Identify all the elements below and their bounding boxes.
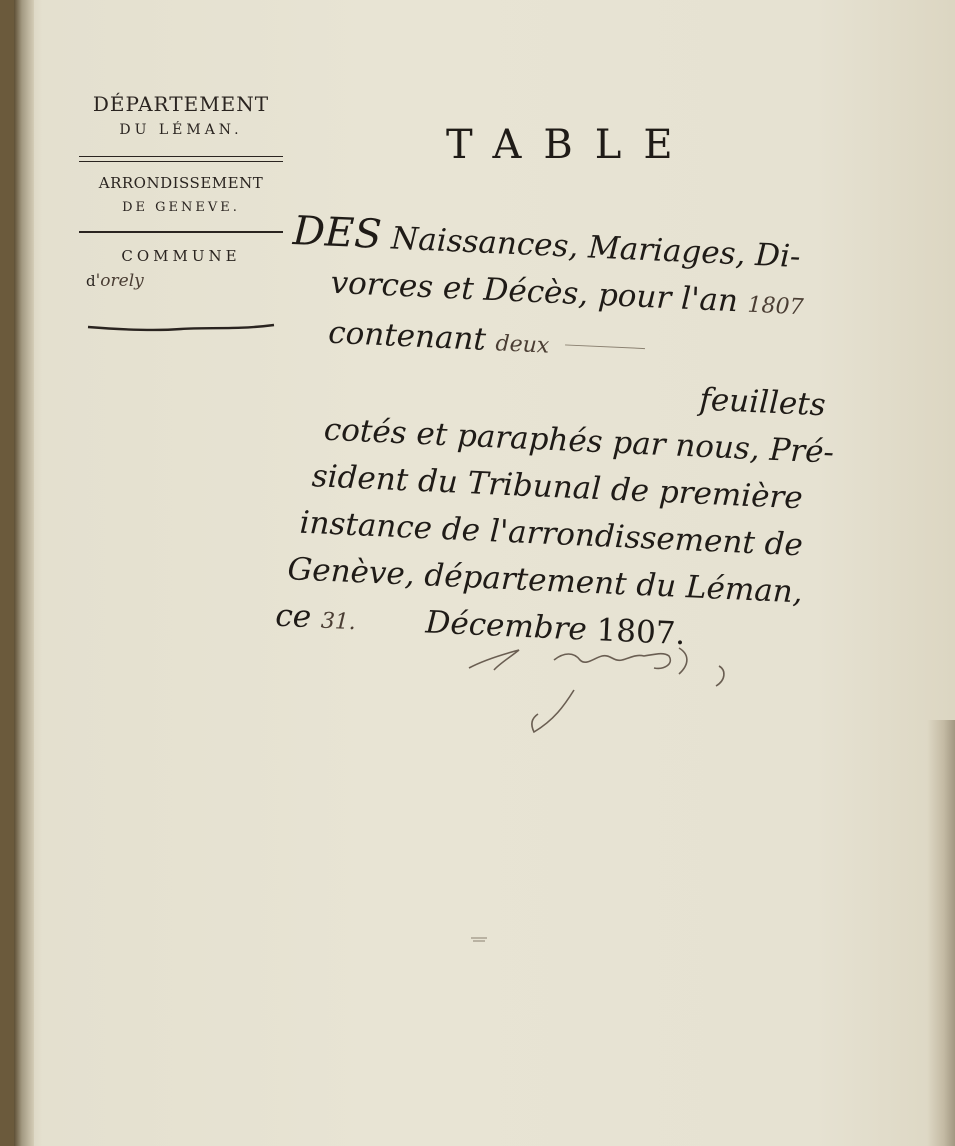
double-rule xyxy=(79,156,283,162)
line-6-text: sident du Tribunal de première xyxy=(311,458,804,517)
ornament-rule xyxy=(86,321,276,335)
header-block xyxy=(66,92,296,335)
commune-line xyxy=(66,271,296,291)
handwritten-signature xyxy=(464,640,744,750)
page-edge-shadow xyxy=(927,720,955,1146)
department-label: DÉPARTEMENT xyxy=(92,92,270,116)
line-2-text: vorces et Décès, pour l'an xyxy=(329,264,739,320)
line-8-text: Genève, département du Léman, xyxy=(286,551,804,611)
year-handwritten: 1807 xyxy=(747,292,805,321)
line-7-text: instance de l'arrondissement de xyxy=(298,504,804,564)
arrondissement-label: ARRONDISSEMENT xyxy=(98,174,264,192)
page-title: TABLE xyxy=(446,122,695,168)
line-4-text: feuillets xyxy=(698,381,827,424)
commune-prefix: d xyxy=(86,272,96,290)
line-9-text: ce xyxy=(274,597,312,636)
commune-label: COMMUNE xyxy=(121,247,241,265)
certification-text xyxy=(274,208,853,668)
month-text: Décembre xyxy=(424,604,588,648)
ink-speck xyxy=(469,932,489,944)
commune-name-handwritten: 'orely xyxy=(95,271,144,291)
thick-rule xyxy=(79,231,283,233)
line-3-text: contenant xyxy=(327,314,487,358)
day-handwritten: 31. xyxy=(320,608,357,636)
binding-spine xyxy=(14,0,34,1146)
department-name: DU LÉMAN. xyxy=(119,122,243,138)
blank-fill-rule xyxy=(565,344,645,349)
line-5-text: cotés et paraphés par nous, Pré- xyxy=(323,411,835,471)
line-1-text: Naissances, Mariages, Di- xyxy=(390,220,802,276)
document-page xyxy=(14,0,955,1146)
drop-cap-word: DES xyxy=(291,208,383,258)
arrondissement-name: DE GENEVE. xyxy=(122,200,240,215)
printed-year: 1807. xyxy=(595,612,687,653)
count-handwritten: deux xyxy=(495,331,550,359)
